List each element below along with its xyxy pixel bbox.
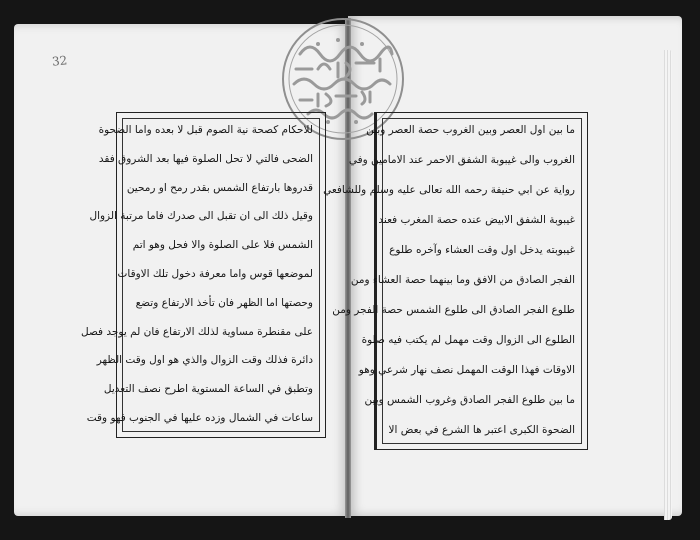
manuscript-line: وحصتها اما الظهر فان تأخذ الارتفاع وتضع	[135, 296, 313, 309]
manuscript-line: دائرة فذلك وقت الزوال والذي هو اول وقت الظهر	[96, 354, 313, 367]
manuscript-line: ما بين طلوع الفجر الصادق وغروب الشمس وبين	[364, 394, 575, 406]
folio-number: 32	[51, 53, 68, 69]
manuscript-line: قدروها بارتفاع الشمس بقدر رمح او رمحين	[126, 181, 313, 194]
manuscript-line: وتطبق في الساعة المستوية اطرح نصف التعديل	[103, 383, 313, 396]
manuscript-line: غيبوبته يدخل اول وقت العشاء وآخره طلوع	[389, 244, 575, 256]
manuscript-line: الاوقات فهذا الوقت المهمل نصف نهار شرعي وهو	[358, 364, 575, 376]
manuscript-line: ما بين اول العصر وبين الغروب حصة العصر وبين	[366, 124, 575, 136]
manuscript-line: الضحى فالتي لا تحل الصلوة فيها بعد الشروق فقد	[98, 152, 313, 165]
left-text-block	[81, 112, 326, 438]
manuscript-line: الفجر الصادق من الافق وما بينهما حصة العشاء ومن	[350, 274, 575, 286]
right-text-lines	[323, 118, 582, 444]
manuscript-line: طلوع الفجر الصادق الى طلوع الشمس حصة الفجر ومن	[332, 304, 575, 316]
manuscript-line: غيبوبة الشفق الابيض عنده حصة المغرب فعند	[378, 214, 575, 226]
manuscript-line: الطلوع الى الزوال وقت مهمل لم يكتب فيه صلوة	[361, 334, 575, 346]
manuscript-line: الشمس فلا على الصلوة والا فحل وهو اتم	[132, 239, 313, 252]
manuscript-line: للاحكام كصحة نية الصوم قبل لا بعده واما الضحوة	[98, 124, 313, 136]
page-edges	[664, 50, 672, 520]
right-text-block	[323, 112, 588, 450]
left-text-lines	[81, 118, 320, 432]
manuscript-line: وقيل ذلك الى ان تقبل الى صدرك فاما مرتبة الزوال	[89, 210, 313, 223]
manuscript-line: لموضعها قوس واما معرفة دخول تلك الاوقات	[117, 267, 313, 280]
manuscript-line: رواية عن ابي حنيفة رحمه الله تعالى عليه وسلم وللشافعي	[323, 184, 575, 196]
manuscript-line: ساعات في الشمال وزده عليها في الجنوب فهو وقت	[86, 411, 313, 424]
manuscript-line: على مقنطرة مساوية لذلك الارتفاع فان لم يوجد فصل	[81, 325, 313, 338]
manuscript-line: الغروب والى غيبوبة الشفق الاحمر عند الامامين وفي	[348, 154, 575, 166]
manuscript-line: الضحوة الكبرى اعتبر ها الشرع في بعض الا	[388, 424, 575, 436]
